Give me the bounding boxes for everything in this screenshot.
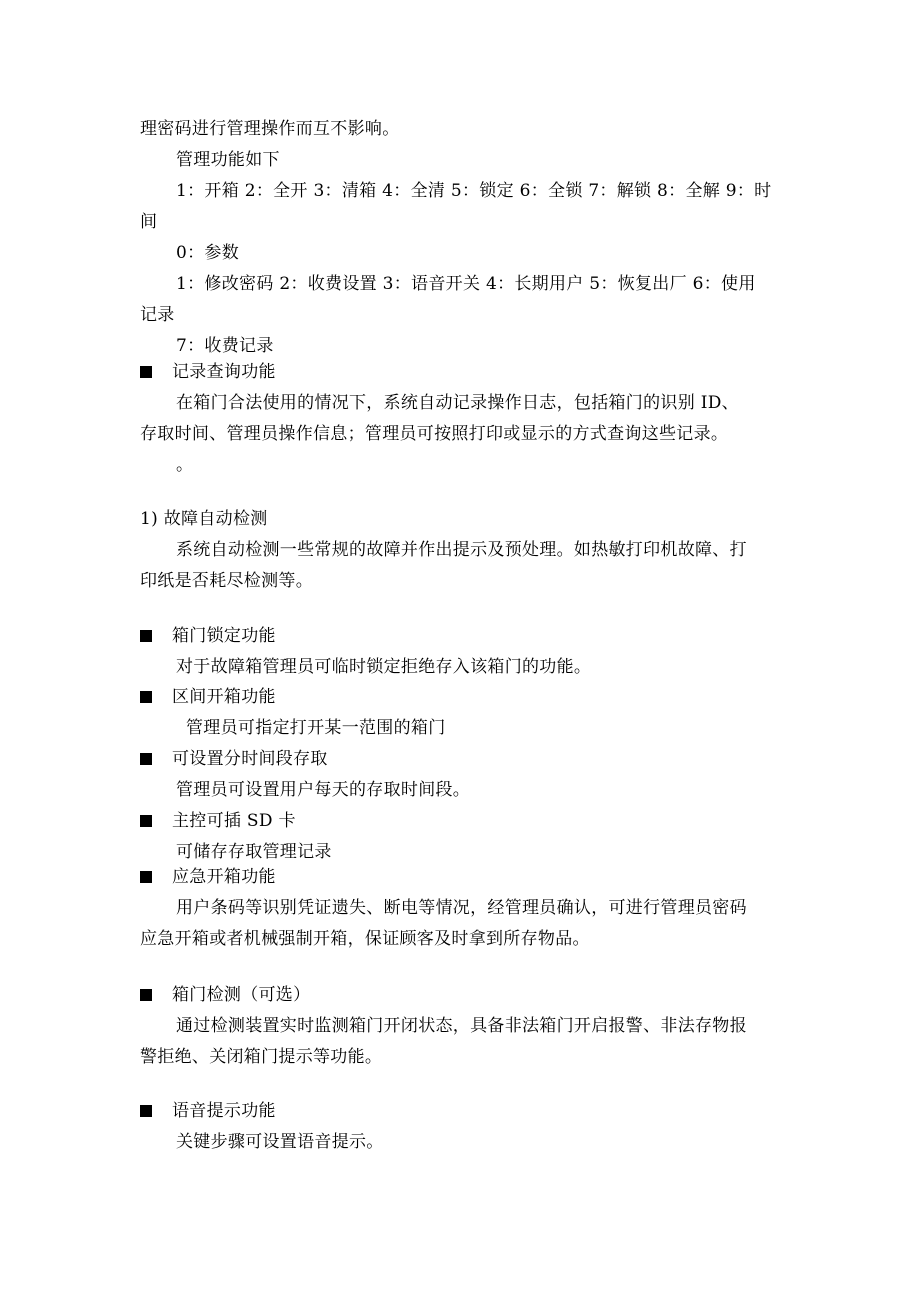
section-emergency-para-1: 用户条码等识别凭证遗失、断电等情况，经管理员确认，可进行管理员密码 (176, 898, 747, 918)
mgmt-title: 管理功能如下 (176, 150, 280, 170)
bullet-square-icon (140, 989, 152, 1001)
section-sd-title: 主控可插 SD 卡 (172, 811, 296, 831)
section-voice-para-1: 关键步骤可设置语音提示。 (176, 1132, 384, 1152)
bullet-square-icon (140, 1105, 152, 1117)
intro-tail: 理密码进行管理操作而互不影响。 (140, 119, 400, 139)
section-door-title: 箱门检测（可选） (172, 985, 311, 1005)
bullet-square-icon (140, 630, 152, 642)
bullet-square-icon (140, 366, 152, 378)
section-range-para-1: 管理员可指定打开某一范围的箱门 (186, 718, 446, 738)
section-voice-title: 语音提示功能 (172, 1101, 276, 1121)
section-record-title: 记录查询功能 (172, 362, 276, 382)
section-emergency-title: 应急开箱功能 (172, 867, 276, 887)
section-record-para-3: 。 (176, 455, 194, 475)
bullet-square-icon (140, 753, 152, 765)
section-fault-para-1: 系统自动检测一些常规的故障并作出提示及预处理。如热敏打印机故障、打 (176, 540, 747, 560)
section-lock-para-1: 对于故障箱管理员可临时锁定拒绝存入该箱门的功能。 (176, 657, 592, 677)
section-sd-para-1: 可储存存取管理记录 (176, 842, 332, 862)
bullet-square-icon (140, 871, 152, 883)
section-fault-title: 1) 故障自动检测 (140, 509, 268, 529)
section-record-para-1: 在箱门合法使用的情况下，系统自动记录操作日志，包括箱门的识别 ID、 (176, 393, 739, 413)
mgmt-line-3b: 记录 (140, 305, 175, 325)
section-record-para-2: 存取时间、管理员操作信息；管理员可按照打印或显示的方式查询这些记录。 (140, 424, 729, 444)
mgmt-line-3a: 1：修改密码 2：收费设置 3：语音开关 4：长期用户 5：恢复出厂 6：使用 (176, 274, 756, 294)
mgmt-line-1b: 间 (140, 212, 158, 232)
section-time-title: 可设置分时间段存取 (172, 749, 328, 769)
section-lock-title: 箱门锁定功能 (172, 626, 276, 646)
bullet-square-icon (140, 691, 152, 703)
mgmt-line-4: 7：收费记录 (176, 336, 274, 356)
section-fault-para-2: 印纸是否耗尽检测等。 (140, 571, 313, 591)
section-range-title: 区间开箱功能 (172, 687, 276, 707)
mgmt-line-2: 0：参数 (176, 243, 240, 263)
bullet-square-icon (140, 815, 152, 827)
mgmt-line-1a: 1：开箱 2：全开 3：清箱 4：全清 5：锁定 6：全锁 7：解锁 8：全解 9：时 (176, 181, 772, 201)
section-door-para-2: 警拒绝、关闭箱门提示等功能。 (140, 1047, 383, 1067)
section-emergency-para-2: 应急开箱或者机械强制开箱，保证顾客及时拿到所存物品。 (140, 929, 590, 949)
section-time-para-1: 管理员可设置用户每天的存取时间段。 (176, 780, 471, 800)
section-door-para-1: 通过检测装置实时监测箱门开闭状态，具备非法箱门开启报警、非法存物报 (176, 1016, 747, 1036)
